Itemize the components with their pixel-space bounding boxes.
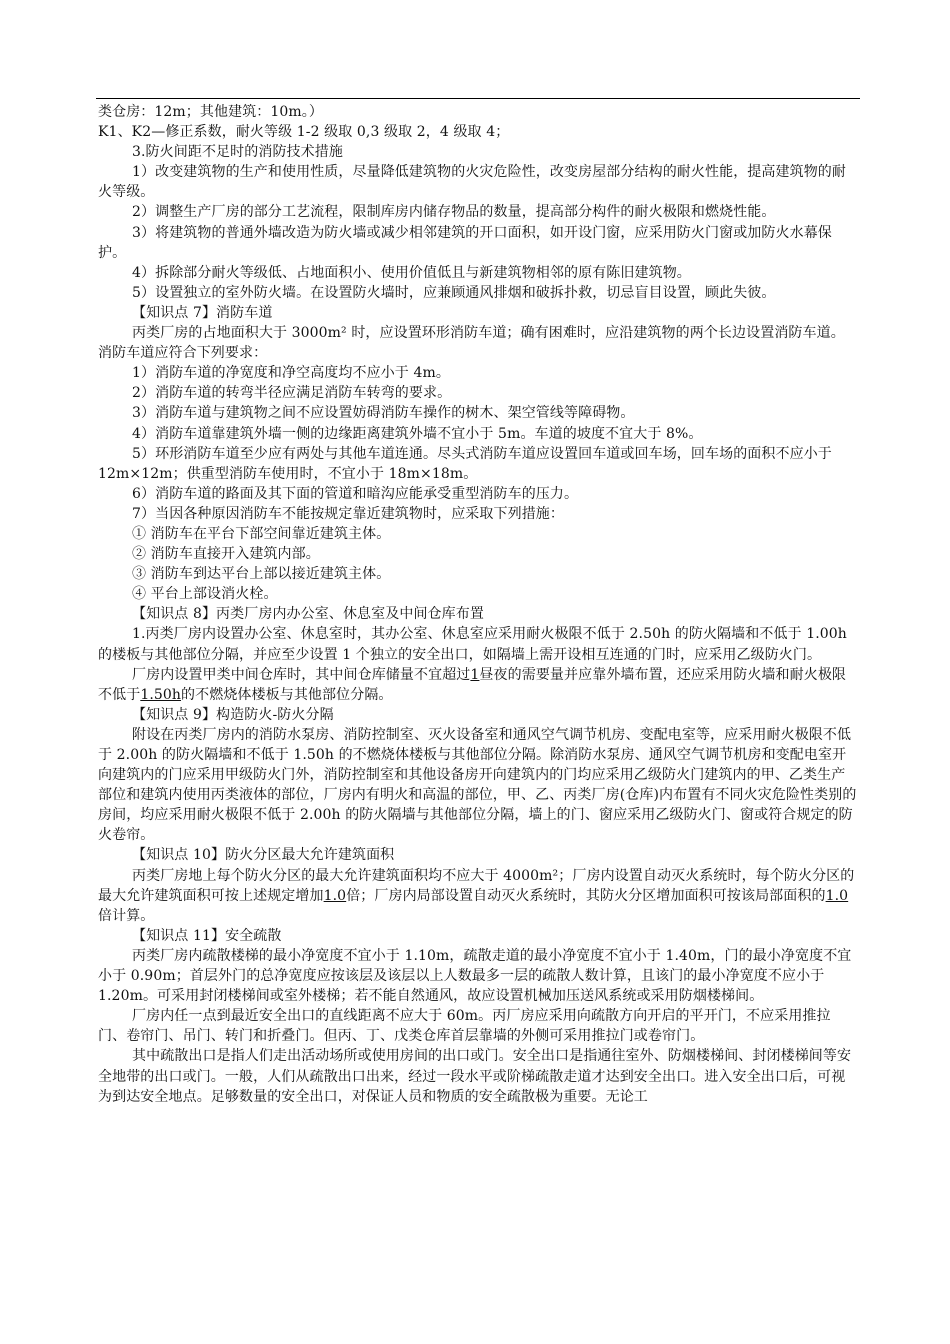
underlined-value: 1.0: [323, 887, 347, 904]
underlined-value: 1.50h: [140, 686, 182, 703]
section-heading: 【知识点 7】消防车道: [132, 304, 273, 321]
text-run: 倍；厂房内局部设置自动灭火系统时，其防火分区增加面积可按该局部面积的: [346, 887, 826, 904]
text-run: 丙类厂房地上每个防火分区的最大允许建筑面积均不应大于 4000m²；厂房内设置自动灭火系统时，每个防火分区的最大允许建筑面积可按上述规定增加: [98, 867, 855, 904]
text-run: 昼夜的需要量并应靠外墙布置，还应采用防火墙和耐火极限不低于: [98, 666, 847, 703]
paragraph: ③ 消防车到达平台上部以接近建筑主体。: [132, 566, 391, 583]
paragraph: 2）调整生产厂房的部分工艺流程，限制库房内储存物品的数量，提高部分构件的耐火极限和燃烧性能。: [132, 204, 776, 221]
paragraph: 厂房内任一点到最近安全出口的直线距离不应大于 60m。丙厂房应采用向疏散方向开启的平开门，不应采用推拉门、卷帘门、吊门、转门和折叠门。但丙、丁、戊类仓库首层靠墙的外侧可采用推拉门或卷帘门。: [98, 1008, 831, 1045]
paragraph: 5）设置独立的室外防火墙。在设置防火墙时，应兼顾通风排烟和破拆扑救，切忌盲目设置，顾此失彼。: [132, 284, 776, 301]
paragraph: 2）消防车道的转弯半径应满足消防车转弯的要求。: [132, 385, 452, 402]
paragraph: 丙类厂房的占地面积大于 3000m² 时，应设置环形消防车道；确有困难时，应沿建筑物的两个长边设置消防车道。消防车道应符合下列要求：: [98, 325, 845, 362]
text-run: 厂房内设置甲类中间仓库时，其中间仓库储量不宜超过: [132, 666, 471, 683]
underlined-value: 1.0: [825, 887, 849, 904]
text-run: 的不燃烧体楼板与其他部位分隔。: [181, 686, 393, 703]
paragraph: ② 消防车直接开入建筑内部。: [132, 546, 320, 563]
paragraph: 1）改变建筑物的生产和使用性质，尽量降低建筑物的火灾危险性，改变房屋部分结构的耐火性能，提高建筑物的耐火等级。: [98, 164, 847, 201]
paragraph: 4）拆除部分耐火等级低、占地面积小、使用价值低且与新建筑物相邻的原有陈旧建筑物。: [132, 264, 691, 281]
document-body: [98, 102, 858, 1107]
paragraph: 其中疏散出口是指人们走出活动场所或使用房间的出口或门。安全出口是指通往室外、防烟楼梯间、封闭楼梯间等安全地带的出口或门。一般，人们从疏散出口出来，经过一段水平或阶梯疏散走道才达到安全出口。进入安全出口后，可视为到达安全地点。足够数量的安全出口，对保证人员和物质的安全疏散极为重要。无论工: [98, 1048, 852, 1105]
paragraph: [98, 665, 858, 705]
paragraph: ④ 平台上部设消火栓。: [132, 586, 278, 603]
paragraph: K1、K2—修正系数，耐火等级 1-2 级取 0,3 级取 2，4 级取 4；: [98, 124, 510, 141]
section-heading: 【知识点 9】构造防火-防火分隔: [132, 706, 334, 723]
paragraph: 3）消防车道与建筑物之间不应设置妨碍消防车操作的树木、架空管线等障碍物。: [132, 405, 635, 422]
paragraph: 6）消防车道的路面及其下面的管道和暗沟应能承受重型消防车的压力。: [132, 485, 579, 502]
paragraph: 4）消防车道靠建筑外墙一侧的边缘距离建筑外墙不宜小于 5m。车道的坡度不宜大于 8%。: [132, 425, 703, 442]
paragraph: 3.防火间距不足时的消防技术措施: [132, 144, 343, 161]
section-heading: 【知识点 8】丙类厂房内办公室、休息室及中间仓库布置: [132, 606, 484, 623]
paragraph: 类仓房：12m；其他建筑：10m。）: [98, 104, 323, 120]
paragraph: 5）环形消防车道至少应有两处与其他车道连通。尽头式消防车道应设置回车道或回车场，回车场的面积不应小于 12m×12m；供重型消防车使用时，不宜小于 18m×18m。: [98, 445, 832, 482]
section-heading: 【知识点 10】防火分区最大允许建筑面积: [132, 847, 395, 864]
underlined-value: 1: [470, 666, 480, 683]
paragraph: 3）将建筑物的普通外墙改造为防火墙或减少相邻建筑的开口面积，如开设门窗，应采用防火门窗或加防火水幕保护。: [98, 224, 832, 261]
section-heading: 【知识点 11】安全疏散: [132, 927, 282, 944]
text-run: 倍计算。: [98, 907, 155, 924]
paragraph: [98, 866, 858, 926]
paragraph: 1）消防车道的净宽度和净空高度均不应小于 4m。: [132, 365, 450, 382]
paragraph: ① 消防车在平台下部空间靠近建筑主体。: [132, 525, 391, 542]
paragraph: 附设在丙类厂房内的消防水泵房、消防控制室、灭火设备室和通风空气调节机房、变配电室等，应采用耐火极限不低于 2.00h 的防火隔墙和不低于 1.50h 的不燃烧体楼板与其他部位分隔。除消防水泵房、通风空气调节机房和变配电室开向建筑内的门应采用甲级防火门外，消防控制室和其他设备房开向建筑内的门均应采用乙级防火门建筑内的甲、乙类生产部位和建筑内使用丙类液体的部位，厂房内有明火和高温的部位，甲、乙、丙类厂房(仓库)内布置有不同火灾危险性类别的房间，均应采用耐火极限不低于 2.00h 的防火隔墙与其他部位分隔，墙上的门、窗应采用乙级防火门、窗或符合规定的防火卷帘。: [98, 726, 857, 844]
paragraph: 1.丙类厂房内设置办公室、休息室时，其办公室、休息室应采用耐火极限不低于 2.50h 的防火隔墙和不低于 1.00h 的楼板与其他部位分隔，并应至少设置 1 个独立的安全出口，如隔墙上需开设相互连通的门时，应采用乙级防火门。: [98, 626, 847, 663]
paragraph: 丙类厂房内疏散楼梯的最小净宽度不宜小于 1.10m，疏散走道的最小净宽度不宜小于 1.40m，门的最小净宽度不宜小于 0.90m；首层外门的总净宽度应按该层及该层以上人数最多一层的疏散人数计算，且该门的最小净宽度不应小于 1.20m。可采用封闭楼梯间或室外楼梯；若不能自然通风，故应设置机械加压送风系统或采用防烟楼梯间。: [98, 947, 852, 1005]
header-rule: [96, 98, 860, 99]
paragraph: 7）当因各种原因消防车不能按规定靠近建筑物时，应采取下列措施：: [132, 505, 565, 522]
